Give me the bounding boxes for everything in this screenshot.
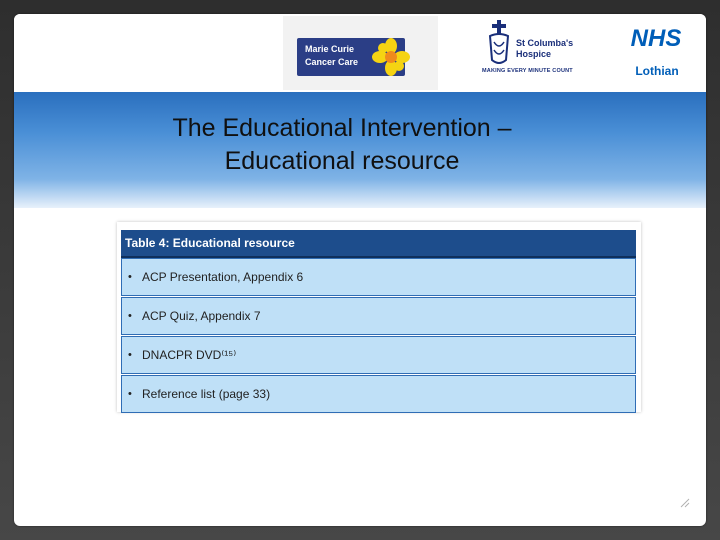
bullet-icon: •: [128, 310, 132, 322]
slide-title-line1: The Educational Intervention –: [172, 114, 512, 142]
marie-curie-logo: [283, 16, 438, 90]
st-columbas-name: [516, 38, 606, 60]
marie-curie-line2: Cancer Care: [305, 57, 359, 67]
table-row: [121, 375, 636, 413]
slide-title-line2: Educational resource: [224, 147, 460, 175]
table-row-text: ACP Quiz, Appendix 7: [142, 309, 261, 323]
st-columbas-tagline: MAKING EVERY MINUTE COUNT: [482, 68, 573, 74]
st-columbas-line2: Hospice: [516, 49, 552, 59]
marie-curie-line1: Marie Curie: [305, 44, 355, 54]
slide-title: [132, 112, 552, 178]
nhs-wordmark: NHS: [630, 25, 682, 52]
daffodil-icon: [371, 38, 411, 76]
table-row-text: Reference list (page 33): [142, 387, 271, 401]
marie-curie-text: [305, 43, 375, 69]
hospice-emblem-icon: [484, 20, 514, 66]
marie-curie-badge: [297, 38, 405, 76]
table-row: [121, 258, 636, 296]
table-row: [121, 336, 636, 374]
slide: [14, 14, 706, 526]
resize-grip-icon[interactable]: [678, 496, 690, 508]
bullet-icon: •: [128, 271, 132, 283]
table-header: [121, 230, 636, 258]
st-columbas-logo: [444, 16, 614, 90]
table-header-label: Table 4: Educational resource: [125, 236, 295, 250]
table-row-text: DNACPR DVD⁽¹⁵⁾: [142, 348, 237, 362]
table-row-text: ACP Presentation, Appendix 6: [142, 270, 304, 284]
resource-table: [117, 222, 641, 412]
nhs-region: Lothian: [635, 64, 679, 78]
logo-strip: [14, 14, 706, 92]
st-columbas-line1: St Columba's: [516, 38, 574, 48]
bullet-icon: •: [128, 388, 132, 400]
table-row: [121, 297, 636, 335]
nhs-logo: [618, 16, 704, 90]
bullet-icon: •: [128, 349, 132, 361]
